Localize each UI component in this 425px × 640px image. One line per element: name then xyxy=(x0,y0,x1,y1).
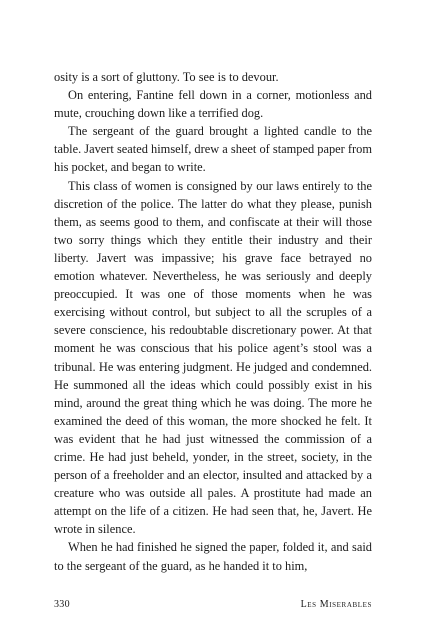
paragraph-sergeant-candle: The sergeant of the guard brought a lighted candle to the table. Javert seated himself, drew a sheet of stamped paper from his pocket, and began to write. xyxy=(54,124,372,175)
paragraph-signed-paper: When he had finished he signed the paper, folded it, and said to the sergeant of the guard, as he handed it to him, xyxy=(54,540,372,573)
paragraph-fantine-enters: On entering, Fantine fell down in a corner, motionless and mute, crouching down like a terrified dog. xyxy=(54,88,372,121)
paragraph-continuation: osity is a sort of gluttony. To see is to devour. xyxy=(54,70,279,84)
running-title: Les Miserables xyxy=(300,599,372,610)
paragraph-javert-judgment: This class of women is consigned by our laws entirely to the discretion of the police. The latter do what they please, punish them, as seems good to them, and confiscate at their will those two sorry things which they entitle their industry and their liberty. Javert was impassive; his grave face betrayed no emotion whatever. Nevertheless, he was seriously and deeply preoccupied. It was one of those moments when he was exercising without control, but subject to all the scruples of a severe conscience, his redoubtable discretionary power. At that moment he was conscious that his police agent’s stool was a tribunal. He was entering judgment. He judged and condemned. He summoned all the ideas which could possibly exist in his mind, around the great thing which he was doing. The more he examined the deed of this woman, the more shocked he felt. It was evident that he had just witnessed the commission of a crime. He had just beheld, yonder, in the street, society, in the person of a freeholder and an elector, insulted and attacked by a creature who was outside all pales. A prostitute had made an attempt on the life of a citizen. He had seen that, he, Javert. He wrote in silence. xyxy=(54,178,372,537)
page-number: 330 xyxy=(54,599,70,610)
body-text xyxy=(54,68,372,575)
page-footer xyxy=(54,599,372,611)
